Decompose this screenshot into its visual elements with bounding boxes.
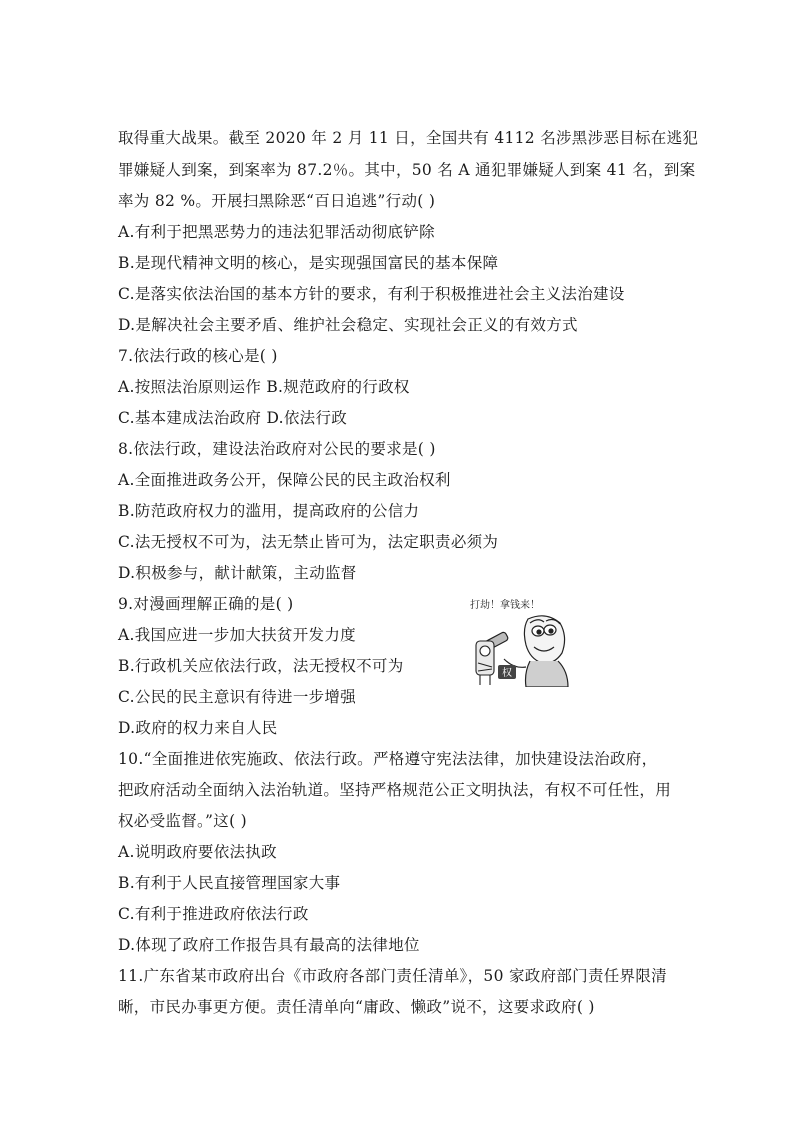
q9-option-d: D.政府的权力来自人民 bbox=[118, 719, 278, 737]
cartoon-caption: 打劫！拿钱来！ bbox=[470, 600, 540, 611]
q8-option-d: D.积极参与，献计献策，主动监督 bbox=[118, 564, 357, 582]
q6-option-c: C.是落实依法治国的基本方针的要求，有利于积极推进社会主义法治建设 bbox=[118, 285, 625, 303]
q9-option-a: A.我国应进一步加大扶贫开发力度 bbox=[118, 626, 356, 644]
q10-option-c: C.有利于推进政府依法行政 bbox=[118, 905, 309, 923]
q7-options-ab: A.按照法治原则运作 B.规范政府的行政权 bbox=[118, 378, 410, 396]
power-tag-text: 权 bbox=[502, 668, 512, 679]
passage-line-2: 罪嫌疑人到案，到案率为 87.2％。其中，50 名 A 通犯罪嫌疑人到案 41 名，到案 bbox=[118, 161, 696, 179]
cartoon-image bbox=[468, 597, 572, 687]
q8-option-c: C.法无授权不可为，法无禁止皆可为，法定职责必须为 bbox=[118, 533, 499, 551]
question-11-stem-2: 晰，市民办事更方便。责任清单向“庸政、懒政”说不，这要求政府( ) bbox=[118, 998, 595, 1016]
question-11-stem-1: 11.广东省某市政府出台《市政府各部门责任清单》，50 家政府部门责任界限清 bbox=[118, 967, 667, 985]
question-10-stem-2: 把政府活动全面纳入法治轨道。坚持严格规范公正文明执法，有权不可任性，用 bbox=[118, 781, 672, 799]
question-10-stem-3: 权必受监督。”这( ) bbox=[118, 812, 247, 830]
power-tag bbox=[498, 665, 516, 679]
q6-option-b: B.是现代精神文明的核心，是实现强国富民的基本保障 bbox=[118, 254, 499, 272]
question-8-stem: 8.依法行政，建设法治政府对公民的要求是( ) bbox=[118, 440, 436, 458]
q9-option-b: B.行政机关应依法行政，法无授权不可为 bbox=[118, 657, 404, 675]
q10-option-a: A.说明政府要依法执政 bbox=[118, 843, 277, 861]
q6-option-a: A.有利于把黑恶势力的违法犯罪活动彻底铲除 bbox=[118, 223, 435, 241]
question-6-stem: 率为 82 %。开展扫黑除恶“百日追逃”行动( ) bbox=[118, 192, 436, 210]
q9-option-c: C.公民的民主意识有待进一步增强 bbox=[118, 688, 357, 706]
q8-option-b: B.防范政府权力的滥用，提高政府的公信力 bbox=[118, 502, 420, 520]
passage-line-1: 取得重大战果。截至 2020 年 2 月 11 日，全国共有 4112 名涉黑涉恶目标在逃犯 bbox=[118, 129, 699, 147]
robber-figure bbox=[482, 616, 568, 687]
q8-option-a: A.全面推进政务公开，保障公民的民主政治权利 bbox=[118, 471, 451, 489]
question-10-stem-1: 10.“全面推进依宪施政、依法行政。严格遵守宪法法律，加快建设法治政府， bbox=[118, 750, 658, 768]
q10-option-d: D.体现了政府工作报告具有最高的法律地位 bbox=[118, 936, 420, 954]
question-7-stem: 7.依法行政的核心是( ) bbox=[118, 347, 278, 365]
question-9-stem: 9.对漫画理解正确的是( ) bbox=[118, 595, 294, 613]
q7-options-cd: C.基本建成法治政府 D.依法行政 bbox=[118, 409, 348, 427]
q6-option-d: D.是解决社会主要矛盾、维护社会稳定、实现社会正义的有效方式 bbox=[118, 316, 578, 334]
q10-option-b: B.有利于人民直接管理国家大事 bbox=[118, 874, 341, 892]
victim-figure bbox=[476, 641, 494, 685]
